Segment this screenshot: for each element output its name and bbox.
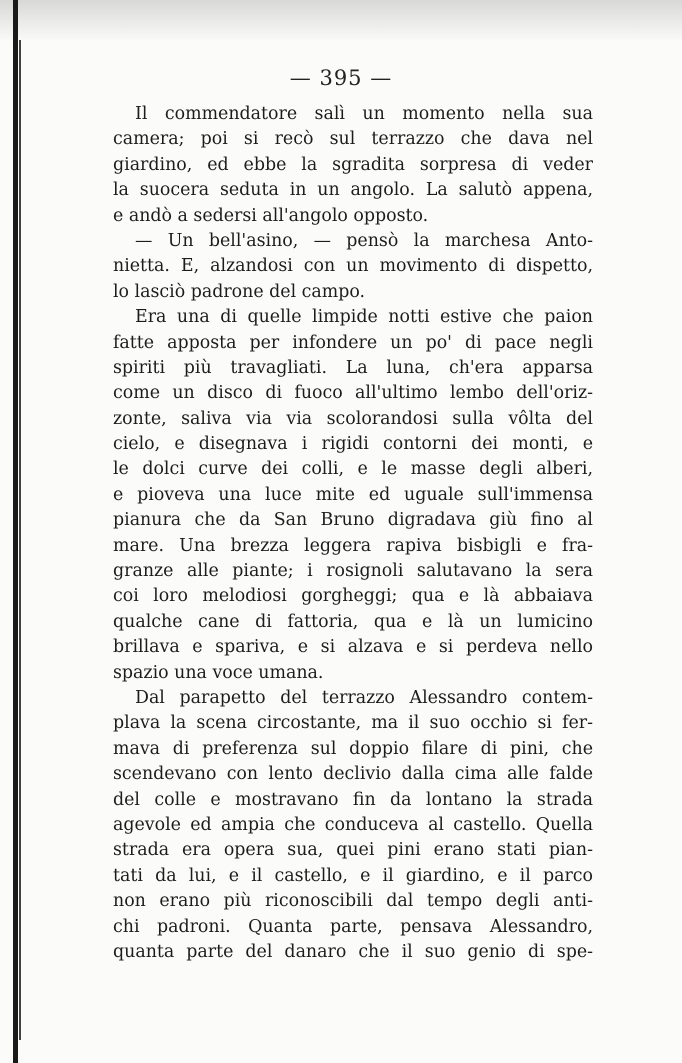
text-line: del colle e mostravano fin da lontano la strada (113, 789, 593, 810)
binding-edge (13, 0, 18, 1063)
scan-shadow (0, 0, 682, 42)
text-line: chi padroni. Quanta parte, pensava Alessandro, (113, 916, 593, 937)
text-line: Dal parapetto del terrazzo Alessandro contem- (135, 687, 593, 708)
text-line: mare. Una brezza leggera rapiva bisbigli e fra- (113, 535, 593, 556)
text-line: — Un bell'asino, — pensò la marchesa Anto- (135, 230, 593, 251)
text-line: qualche cane di fattoria, qua e là un lumicino (113, 611, 593, 632)
text-line: tati da lui, e il castello, e il giardino, e il parco (113, 865, 593, 886)
text-line: brillava e spariva, e si alzava e si perdeva nello (113, 637, 593, 658)
text-line: cielo, e disegnava i rigidi contorni dei monti, e (113, 434, 593, 455)
text-line: le dolci curve dei colli, e le masse degli alberi, (113, 459, 593, 480)
text-line: coi loro melodiosi gorgheggi; qua e là abbaiava (113, 586, 593, 607)
text-line: spazio una voce umana. (113, 662, 324, 683)
text-line: pianura che da San Bruno digradava giù fino al (113, 510, 593, 531)
text-line: strada era opera sua, quei pini erano stati pian- (113, 840, 593, 861)
text-line: non erano più riconoscibili dal tempo degli anti- (113, 891, 593, 912)
text-line: nietta. E, alzandosi con un movimento di dispetto, (113, 256, 593, 277)
text-line: giardino, ed ebbe la sgradita sorpresa di veder (113, 154, 593, 175)
text-line: Era una di quelle limpide notti estive che paion (135, 307, 593, 328)
text-line: spiriti più travagliati. La luna, ch'era apparsa (113, 357, 593, 378)
text-line: e andò a sedersi all'angolo opposto. (113, 205, 429, 226)
text-line: granze alle piante; i rosignoli salutavano la sera (113, 561, 593, 582)
text-line: come un disco di fuoco all'ultimo lembo dell'oriz- (113, 383, 593, 404)
binding-edge-inner (19, 40, 21, 1040)
text-line: la suocera seduta in un angolo. La salutò appena, (113, 180, 593, 201)
text-line: quanta parte del danaro che il suo genio di spe- (113, 941, 593, 962)
text-line: plava la scena circostante, ma il suo occhio si fer- (113, 713, 593, 734)
text-line: Il commendatore salì un momento nella sua (135, 104, 593, 124)
text-line: agevole ed ampia che conduceva al castello. Quella (113, 814, 593, 835)
text-line: e pioveva una luce mite ed uguale sull'immensa (113, 484, 593, 505)
text-line: lo lasciò padrone del campo. (113, 281, 366, 302)
text-line: camera; poi si recò sul terrazzo che dava nel (113, 129, 593, 150)
text-line: fatte apposta per infondere un po' di pace negli (113, 332, 593, 353)
page-number-header: — 395 — (289, 66, 393, 90)
text-line: scendevano con lento declivio dalla cima alle falde (113, 764, 593, 785)
text-line: mava di preferenza sul doppio filare di pini, che (113, 738, 593, 759)
body-text (113, 102, 593, 965)
text-line: zonte, saliva via via scolorandosi sulla vôlta del (113, 408, 593, 429)
